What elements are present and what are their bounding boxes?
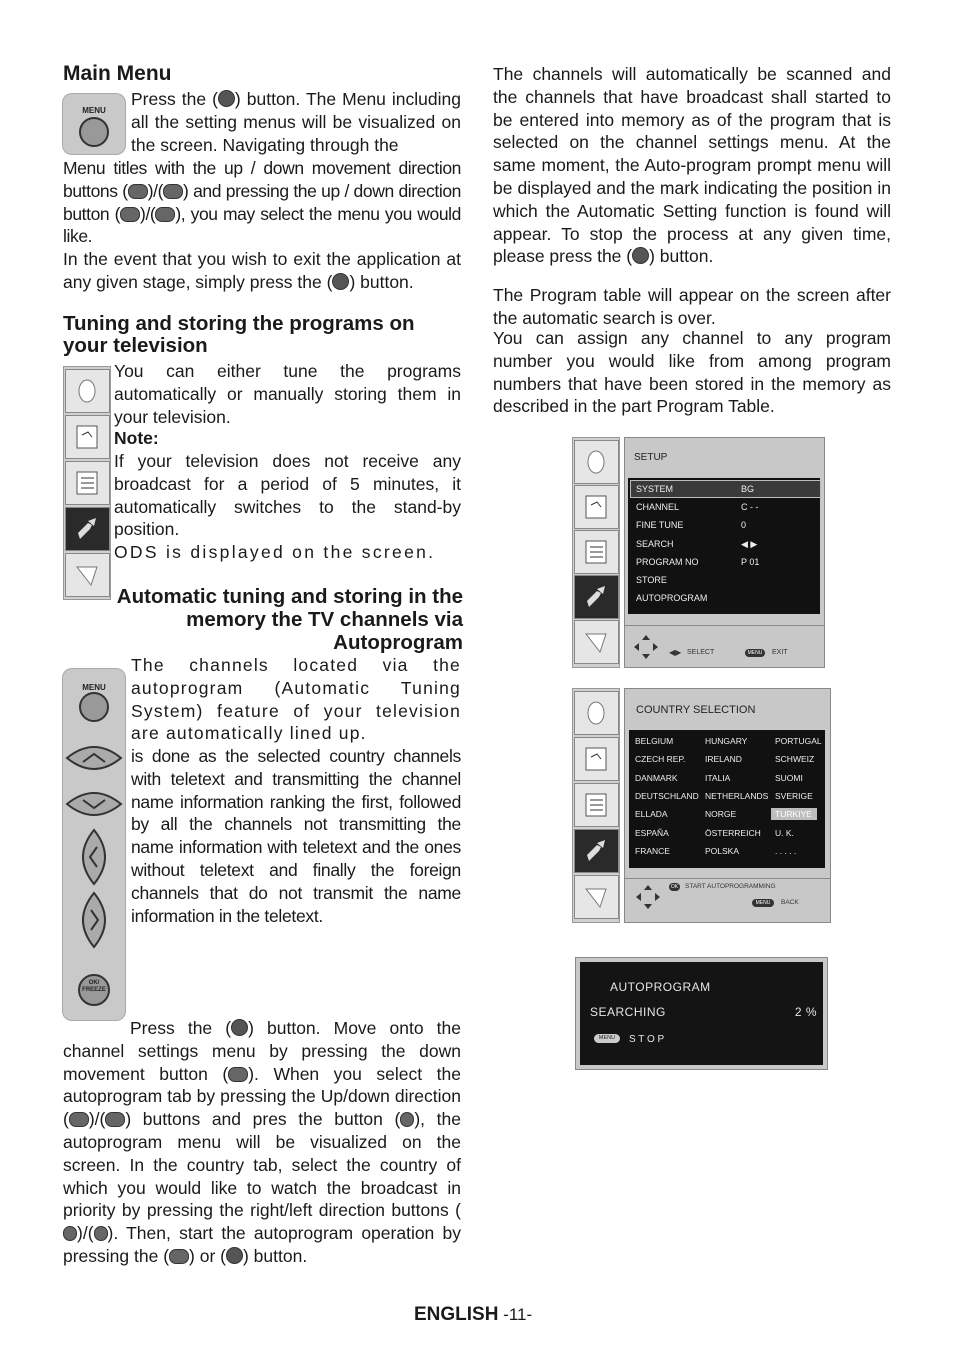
right-paragraph-3: You can assign any channel to any program number you would like from among program numbers that have been stored in the memory as described in the part Program Table. bbox=[493, 328, 891, 417]
navigation-cross-icon bbox=[633, 634, 659, 660]
country-osd-panel bbox=[624, 688, 831, 923]
search-osd-inner bbox=[580, 962, 823, 1065]
text-segment: Menu titles with the up / down movement direction buttons ( bbox=[63, 158, 461, 201]
text-segment: )/( bbox=[140, 203, 156, 224]
setup-row-value: P 01 bbox=[741, 556, 760, 567]
autoprogram-paragraph-2: is done as the selected country channels with teletext and transmitting the channel name information ranking the first, followed by all the channels not transmitting the name information with teletext and the ones without teletext and finally the foreign channels that do not transmit the name information in the teletext. bbox=[131, 746, 461, 926]
text-segment: ) buttons and pres the button ( bbox=[125, 1109, 401, 1130]
text-segment: ) button. bbox=[349, 271, 414, 292]
setup-row-label[interactable]: STORE bbox=[636, 575, 667, 585]
text-segment: ) button. The Menu including all the setting menus will be visualized on the screen. Navigating through the bbox=[131, 89, 461, 155]
menu-icon bbox=[218, 90, 235, 107]
text-segment: ) button. Move onto the channel settings menu by pressing the down movement button ( bbox=[63, 1018, 461, 1084]
tuning-paragraph-2: If your television does not receive any broadcast for a period of 5 minutes, it automatically switches to the stand-by position. bbox=[114, 451, 461, 540]
menu-icon bbox=[231, 1019, 248, 1036]
setup-row-label[interactable]: CHANNEL bbox=[636, 502, 680, 513]
country-option[interactable]: TURKIYE bbox=[771, 808, 817, 820]
right-arrow-icon bbox=[94, 1226, 108, 1241]
features-tab-icon bbox=[574, 875, 619, 919]
text-segment: ). When you select the autoprogram tab by pressing the Up/down direction ( bbox=[63, 1063, 461, 1130]
searching-label: SEARCHING bbox=[590, 1005, 666, 1019]
picture-tab-icon bbox=[574, 691, 619, 735]
menu-icon bbox=[332, 273, 349, 290]
left-arrow-icon bbox=[63, 1226, 77, 1241]
footer-ok-key: OK bbox=[670, 884, 679, 890]
up-arrow-icon bbox=[128, 184, 148, 199]
text-segment: In the event that you wish to exit the application at any given stage, simply press the ( bbox=[63, 249, 461, 292]
main-menu-title: Main Menu bbox=[63, 62, 172, 85]
down-arrow-icon bbox=[155, 207, 175, 222]
setup-tab-icon bbox=[574, 575, 619, 619]
footer-page-number: -11- bbox=[498, 1305, 533, 1324]
text-segment: The channels will automatically be scanned and the channels that have broadcast shall started to be entered into memory as of the program that is selected on the channel settings menu. At the same moment, the Auto-program prompt menu will be displayed and the mark indicating the position in which the Automatic Setting function is found will appear. To stop the process at any given time, please press the ( bbox=[493, 64, 891, 267]
text-segment: )/( bbox=[88, 1109, 106, 1130]
remote-illustration bbox=[62, 668, 126, 1021]
autoprogram-title: Automatic tuning and storing in the memory the TV channels via Autoprogram bbox=[116, 585, 463, 654]
text-segment: ) and pressing the up / down direction button ( bbox=[63, 180, 461, 224]
setup-footer-divider bbox=[625, 625, 824, 626]
country-grid bbox=[629, 730, 825, 868]
country-footer-divider bbox=[625, 878, 830, 879]
setup-row-label[interactable]: SYSTEM bbox=[636, 484, 674, 494]
remote-menu-label: MENU bbox=[82, 683, 106, 692]
country-option[interactable]: ELLADA bbox=[635, 809, 668, 820]
note-label: Note: bbox=[114, 428, 159, 448]
setup-row-label[interactable]: SEARCH bbox=[636, 538, 674, 549]
text-segment: ) button. bbox=[649, 246, 714, 267]
setup-osd-title: SETUP bbox=[634, 452, 668, 463]
menu-tabs-illustration bbox=[63, 366, 111, 600]
sound-tab-icon bbox=[65, 415, 110, 459]
tuning-title: Tuning and storing the programs on your television bbox=[63, 312, 415, 357]
text-segment: ). Then, start the autoprogram operation by pressing the ( bbox=[63, 1223, 461, 1266]
autoprogram-paragraph-3 bbox=[63, 1017, 461, 1268]
country-option[interactable]: CZECH REP. bbox=[635, 754, 686, 765]
setup-osd-tabs bbox=[572, 437, 620, 668]
country-option[interactable]: DANMARK bbox=[635, 772, 678, 783]
autoprogram-search-osd bbox=[575, 957, 828, 1070]
main-menu-paragraph-2 bbox=[63, 248, 461, 294]
country-option[interactable]: SCHWEIZ bbox=[775, 754, 815, 765]
menu-round-icon bbox=[79, 117, 109, 147]
select-arrows-icon: ◀▶ bbox=[669, 648, 682, 657]
setup-row-label[interactable]: FINE TUNE bbox=[636, 520, 684, 531]
down-arrow-icon bbox=[228, 1067, 248, 1082]
down-arrow-icon bbox=[169, 1249, 189, 1264]
country-option[interactable]: NORGE bbox=[705, 809, 737, 820]
country-option[interactable]: ESPAÑA bbox=[635, 827, 669, 838]
country-option[interactable]: HUNGARY bbox=[705, 736, 748, 746]
setup-osd-list bbox=[628, 478, 820, 614]
setup-tab-icon bbox=[574, 829, 619, 873]
down-arrow-icon bbox=[163, 184, 183, 199]
text-segment: )/( bbox=[147, 180, 164, 201]
search-osd-title: AUTOPROGRAM bbox=[610, 980, 711, 994]
ok-icon bbox=[226, 1247, 243, 1264]
footer-back-label: BACK bbox=[781, 899, 799, 906]
footer-exit-label: EXIT bbox=[772, 649, 788, 656]
direction-buttons-icon bbox=[65, 736, 123, 976]
text-segment: ) or ( bbox=[189, 1245, 226, 1266]
country-osd-title: COUNTRY SELECTION bbox=[636, 704, 756, 716]
down-arrow-icon bbox=[105, 1112, 125, 1127]
page-footer bbox=[414, 1304, 532, 1326]
right-paragraph-2: The Program table will appear on the screen after the automatic search is over. bbox=[493, 285, 891, 328]
footer-start-label: START AUTOPROGRAMMING bbox=[685, 883, 776, 890]
up-arrow-icon bbox=[120, 207, 140, 222]
country-option[interactable]: NETHERLANDS bbox=[705, 790, 769, 801]
sound-tab-icon bbox=[574, 485, 619, 529]
footer-language: ENGLISH bbox=[414, 1304, 499, 1325]
menu-button-illustration bbox=[62, 93, 126, 155]
country-option[interactable]: SUOMI bbox=[775, 772, 803, 783]
list-tab-icon bbox=[574, 783, 619, 827]
country-option[interactable]: SVERIGE bbox=[775, 790, 813, 801]
list-tab-icon bbox=[574, 530, 619, 574]
setup-row-value: C - - bbox=[741, 502, 759, 513]
setup-row-label[interactable]: AUTOPROGRAM bbox=[636, 593, 708, 604]
country-option[interactable]: PORTUGAL bbox=[775, 736, 822, 746]
tuning-paragraph-1: You can either tune the programs automatically or manually storing them in your television. bbox=[114, 361, 461, 427]
text-segment: ) button. bbox=[242, 1245, 308, 1266]
country-option[interactable]: ÖSTERREICH bbox=[705, 827, 761, 838]
footer-menu-key: MENU bbox=[745, 649, 765, 657]
setup-tab-icon bbox=[65, 507, 110, 551]
menu-round-icon bbox=[79, 692, 109, 722]
menu-button-label: MENU bbox=[82, 106, 106, 115]
navigation-cross-icon bbox=[635, 884, 661, 910]
footer-select-label: SELECT bbox=[687, 649, 715, 656]
autoprogram-paragraph-1: The channels located via the autoprogram (Automatic Tuning System) feature of your television are automatically lined up. bbox=[131, 655, 461, 744]
right-arrow-icon bbox=[400, 1112, 414, 1127]
text-segment: ), the autoprogram menu will be visualized on the screen. In the country tab, select the country of which you would like to watch the broadcast in priority by pressing the right/left direction buttons ( bbox=[63, 1109, 461, 1221]
list-tab-icon bbox=[65, 461, 110, 505]
text-segment: ), you may select the menu you would like. bbox=[63, 203, 461, 247]
country-option[interactable]: BELGIUM bbox=[635, 736, 674, 746]
text-segment: Press the ( bbox=[131, 89, 218, 109]
up-arrow-icon bbox=[69, 1112, 89, 1127]
stop-label: S T O P bbox=[629, 1034, 665, 1045]
footer-menu-key: MENU bbox=[752, 899, 774, 907]
country-osd-tabs bbox=[572, 688, 620, 923]
setup-row-label[interactable]: PROGRAM NO bbox=[636, 556, 699, 567]
picture-tab-icon bbox=[574, 440, 619, 484]
features-tab-icon bbox=[574, 620, 619, 664]
picture-tab-icon bbox=[65, 369, 110, 413]
right-paragraph-1 bbox=[493, 63, 891, 268]
main-menu-paragraph-1a bbox=[131, 88, 461, 156]
tuning-paragraph-3: ODS is displayed on the screen. bbox=[114, 542, 436, 562]
setup-row-value: ◀ ▶ bbox=[741, 538, 758, 549]
setup-row-value: 0 bbox=[741, 520, 747, 531]
text-segment: Press the ( bbox=[130, 1018, 232, 1038]
stop-menu-key: MENU bbox=[594, 1034, 620, 1043]
country-option[interactable]: ITALIA bbox=[705, 772, 731, 783]
country-option[interactable]: IRELAND bbox=[705, 754, 742, 765]
menu-icon bbox=[632, 247, 649, 264]
ok-freeze-label: OK/ FREEZE bbox=[82, 980, 106, 993]
country-option[interactable]: U. K. bbox=[775, 827, 794, 838]
sound-tab-icon bbox=[574, 737, 619, 781]
text-segment: )/( bbox=[77, 1223, 94, 1244]
country-option[interactable]: DEUTSCHLAND bbox=[635, 790, 699, 801]
main-menu-paragraph-1b bbox=[63, 157, 461, 248]
setup-osd-panel bbox=[624, 437, 825, 668]
country-option[interactable]: FRANCE bbox=[635, 845, 670, 856]
search-percent: 2 % bbox=[794, 1005, 817, 1019]
country-option[interactable]: POLSKA bbox=[705, 845, 740, 856]
country-option[interactable]: . . . . . bbox=[775, 845, 797, 856]
setup-row-value: BG bbox=[741, 484, 755, 494]
